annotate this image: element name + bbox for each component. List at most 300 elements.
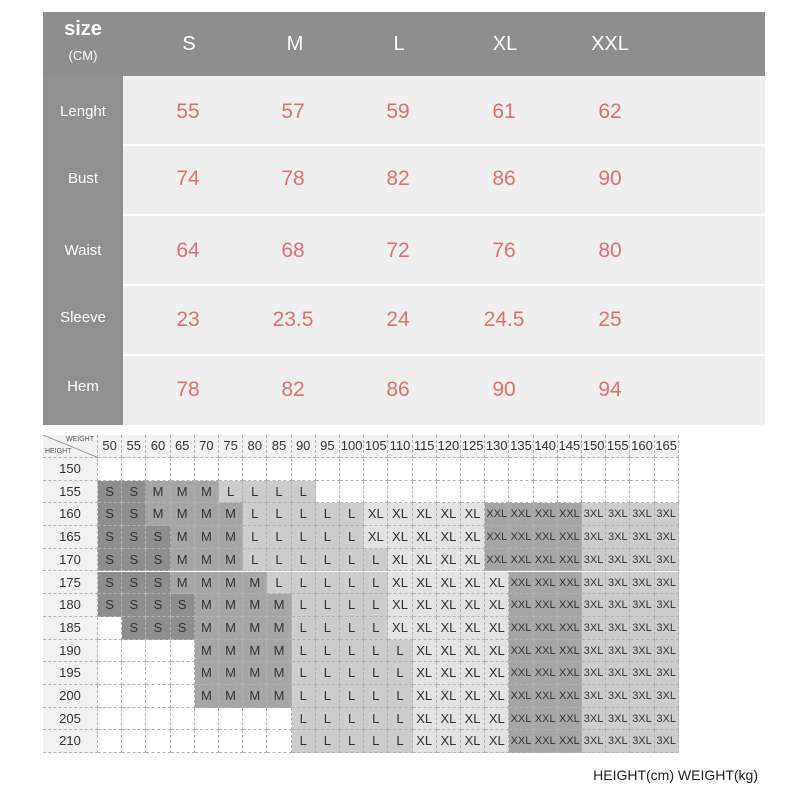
weight-header-cell: 105 <box>364 435 388 458</box>
weight-header-cell: 50 <box>98 435 122 458</box>
height-row-label: 180 <box>43 594 98 617</box>
size-grid-cell: L <box>292 640 316 663</box>
size-grid-cell: L <box>364 685 388 708</box>
size-grid-cell: 3XL <box>630 662 654 685</box>
size-grid-cell: XL <box>485 594 509 617</box>
height-row-label: 155 <box>43 481 98 504</box>
size-grid-cell: XL <box>485 730 509 753</box>
height-row-label: 200 <box>43 685 98 708</box>
measurement-value: 68 <box>281 239 305 262</box>
measurement-value: 59 <box>386 100 410 123</box>
size-grid-cell: L <box>364 549 388 572</box>
weight-header-cell: 75 <box>219 435 243 458</box>
measurement-value: 86 <box>386 378 410 401</box>
size-grid-cell: L <box>316 617 340 640</box>
size-grid-cell: 3XL <box>582 685 606 708</box>
size-grid-cell: M <box>171 503 195 526</box>
size-grid-cell <box>122 662 146 685</box>
size-grid-cell: 3XL <box>606 685 630 708</box>
size-grid-cell: L <box>340 526 364 549</box>
size-grid-cell: XL <box>485 572 509 595</box>
size-grid-cell: S <box>122 549 146 572</box>
size-grid-cell: L <box>267 526 291 549</box>
size-grid-cell: L <box>292 685 316 708</box>
size-grid-cell: L <box>340 662 364 685</box>
size-grid-cell: 3XL <box>630 526 654 549</box>
size-grid-cell: XL <box>388 617 412 640</box>
size-grid-cell <box>437 458 461 481</box>
size-grid-cell: S <box>146 617 170 640</box>
size-grid-cell: XL <box>485 662 509 685</box>
size-grid-cell: L <box>292 503 316 526</box>
size-grid-cell: XXL <box>509 526 533 549</box>
size-grid-cell: 3XL <box>655 730 679 753</box>
size-grid-cell: XXL <box>485 503 509 526</box>
size-grid-cell: XXL <box>558 594 582 617</box>
size-grid-cell: XL <box>461 572 485 595</box>
measurement-value: 72 <box>386 239 410 262</box>
size-grid-cell: XL <box>388 549 412 572</box>
size-grid-cell: M <box>171 572 195 595</box>
size-grid-cell: XL <box>437 526 461 549</box>
size-grid-cell: M <box>195 526 219 549</box>
size-grid-cell: XXL <box>534 526 558 549</box>
size-grid-cell: XL <box>413 730 437 753</box>
size-grid-cell <box>98 617 122 640</box>
size-grid-cell: 3XL <box>582 730 606 753</box>
size-grid-cell: M <box>219 640 243 663</box>
size-grid-cell <box>534 458 558 481</box>
size-grid-cell: L <box>316 662 340 685</box>
size-grid-cell <box>243 730 267 753</box>
size-grid-cell: L <box>292 617 316 640</box>
size-grid-cell: S <box>122 526 146 549</box>
weight-header-cell: 165 <box>655 435 679 458</box>
weight-header-cell: 90 <box>292 435 316 458</box>
size-grid-cell <box>171 640 195 663</box>
size-grid-cell: M <box>267 685 291 708</box>
height-row-label: 170 <box>43 549 98 572</box>
size-grid-cell: 3XL <box>630 594 654 617</box>
height-row-label: 160 <box>43 503 98 526</box>
weight-header-cell: 100 <box>340 435 364 458</box>
size-grid-cell: XL <box>413 685 437 708</box>
size-grid-cell: XXL <box>534 572 558 595</box>
size-grid-cell <box>219 708 243 731</box>
size-grid-cell: L <box>316 730 340 753</box>
size-grid-cell: XL <box>461 640 485 663</box>
size-grid-cell: 3XL <box>630 685 654 708</box>
size-grid-cell <box>485 481 509 504</box>
size-grid-cell <box>364 458 388 481</box>
size-grid-cell <box>509 481 533 504</box>
size-grid-cell: XL <box>413 526 437 549</box>
size-grid-cell: M <box>171 526 195 549</box>
size-grid-cell: XXL <box>558 730 582 753</box>
size-grid-cell: XL <box>413 640 437 663</box>
size-grid-cell: M <box>171 549 195 572</box>
size-grid-cell: XXL <box>558 662 582 685</box>
size-grid-cell: XL <box>437 685 461 708</box>
size-grid-cell: L <box>316 526 340 549</box>
size-grid-cell: 3XL <box>655 549 679 572</box>
size-grid-cell: L <box>292 594 316 617</box>
weight-header-cell: 125 <box>461 435 485 458</box>
size-grid-cell <box>534 481 558 504</box>
row-label-sleeve: Sleeve <box>60 309 106 326</box>
size-grid-cell: XL <box>485 617 509 640</box>
size-grid-cell: XXL <box>534 662 558 685</box>
size-grid-cell: XL <box>485 685 509 708</box>
size-column-l: L <box>393 33 405 55</box>
size-grid-cell: S <box>146 594 170 617</box>
size-grid-cell: XL <box>461 730 485 753</box>
size-grid-cell: 3XL <box>655 572 679 595</box>
size-grid-cell: M <box>195 662 219 685</box>
size-grid-cell <box>606 458 630 481</box>
size-grid-cell: XL <box>413 549 437 572</box>
size-grid-cell: 3XL <box>630 730 654 753</box>
size-grid-cell: L <box>340 594 364 617</box>
size-grid-cell: M <box>243 572 267 595</box>
weight-header-cell: 155 <box>606 435 630 458</box>
weight-header-cell: 85 <box>267 435 291 458</box>
height-row-label: 210 <box>43 730 98 753</box>
size-grid-cell: 3XL <box>606 549 630 572</box>
size-grid-cell: 3XL <box>655 640 679 663</box>
size-grid-cell: XL <box>461 503 485 526</box>
size-grid-cell <box>171 458 195 481</box>
size-grid-cell: S <box>122 481 146 504</box>
size-grid-cell: 3XL <box>606 572 630 595</box>
size-column-xl: XL <box>492 33 518 55</box>
size-grid-cell <box>582 481 606 504</box>
size-grid-cell <box>461 458 485 481</box>
weight-header-cell: 80 <box>243 435 267 458</box>
size-grid-cell: L <box>267 503 291 526</box>
weight-header-cell: 145 <box>558 435 582 458</box>
size-grid-cell: M <box>219 617 243 640</box>
size-grid-cell: S <box>98 572 122 595</box>
size-grid-cell: L <box>364 617 388 640</box>
size-grid-cell: XL <box>461 685 485 708</box>
size-grid-cell: XXL <box>485 549 509 572</box>
size-grid-cell: XL <box>437 708 461 731</box>
size-grid-cell: XXL <box>558 526 582 549</box>
size-grid-cell <box>655 458 679 481</box>
size-grid-cell: M <box>243 617 267 640</box>
weight-header-cell: 130 <box>485 435 509 458</box>
size-grid-cell: XL <box>388 503 412 526</box>
measurement-value: 23.5 <box>272 308 314 331</box>
size-grid-cell: 3XL <box>655 594 679 617</box>
weight-header-cell: 120 <box>437 435 461 458</box>
size-grid-cell: L <box>340 617 364 640</box>
size-grid-cell <box>98 458 122 481</box>
size-grid-cell: M <box>195 572 219 595</box>
size-grid-cell: L <box>292 730 316 753</box>
size-grid-cell: XL <box>364 503 388 526</box>
size-grid-cell: L <box>340 685 364 708</box>
size-grid-cell: L <box>267 549 291 572</box>
size-grid-cell <box>243 708 267 731</box>
size-grid-cell: S <box>146 526 170 549</box>
size-grid-cell: S <box>146 549 170 572</box>
size-grid-cell: L <box>267 572 291 595</box>
size-grid-cell: 3XL <box>630 708 654 731</box>
size-grid-cell: 3XL <box>630 572 654 595</box>
size-grid-cell: L <box>364 640 388 663</box>
size-grid-cell: XXL <box>558 617 582 640</box>
height-row-label: 175 <box>43 572 98 595</box>
size-grid-cell: 3XL <box>630 617 654 640</box>
size-grid-cell: XL <box>364 526 388 549</box>
row-label-length: Lenght <box>60 103 106 120</box>
size-grid-cell: XL <box>388 594 412 617</box>
size-grid-cell: XXL <box>509 503 533 526</box>
weight-header-cell: 65 <box>171 435 195 458</box>
height-row-label: 195 <box>43 662 98 685</box>
size-grid-cell <box>630 481 654 504</box>
size-grid-cell: L <box>340 640 364 663</box>
size-grid-cell: XXL <box>534 730 558 753</box>
size-grid-cell: S <box>122 503 146 526</box>
size-grid-cell: L <box>316 549 340 572</box>
size-column-xxl: XXL <box>591 33 629 55</box>
size-grid-cell: XXL <box>509 594 533 617</box>
size-grid-cell <box>98 685 122 708</box>
size-grid-cell <box>509 458 533 481</box>
measurement-value: 74 <box>176 167 200 190</box>
size-grid-cell: M <box>219 549 243 572</box>
size-grid-cell: S <box>98 594 122 617</box>
size-grid-cell: 3XL <box>606 617 630 640</box>
size-grid-cell: XL <box>413 662 437 685</box>
size-column-s: S <box>182 33 196 55</box>
weight-header-cell: 160 <box>630 435 654 458</box>
size-grid-cell: L <box>388 708 412 731</box>
height-axis-label: HEIGHT <box>45 448 72 455</box>
measurement-value: 82 <box>386 167 410 190</box>
size-grid-cell: 3XL <box>582 503 606 526</box>
size-grid-cell: S <box>98 503 122 526</box>
size-grid-cell <box>171 662 195 685</box>
size-grid-cell <box>582 458 606 481</box>
size-grid-cell: XL <box>461 662 485 685</box>
weight-header-cell: 150 <box>582 435 606 458</box>
size-grid-cell: XXL <box>509 617 533 640</box>
size-grid-cell <box>146 458 170 481</box>
size-grid-cell: L <box>388 662 412 685</box>
size-grid-cell: XL <box>413 594 437 617</box>
size-grid-cell: S <box>122 617 146 640</box>
size-grid-cell <box>122 458 146 481</box>
size-grid-cell <box>195 708 219 731</box>
size-grid-cell <box>316 458 340 481</box>
size-grid-cell: 3XL <box>606 526 630 549</box>
size-grid-cell: XXL <box>485 526 509 549</box>
size-grid-cell: L <box>316 640 340 663</box>
size-grid-cell <box>413 458 437 481</box>
size-grid-cell: L <box>340 503 364 526</box>
size-grid-cell <box>122 730 146 753</box>
size-grid-cell: L <box>243 526 267 549</box>
measurement-value: 90 <box>598 167 622 190</box>
size-grid-cell: L <box>243 549 267 572</box>
size-grid-cell: M <box>195 481 219 504</box>
size-grid-cell <box>146 640 170 663</box>
size-grid-cell: L <box>340 730 364 753</box>
size-grid-cell: M <box>195 640 219 663</box>
height-row-label: 205 <box>43 708 98 731</box>
weight-header-cell: 95 <box>316 435 340 458</box>
size-grid-cell: XXL <box>509 572 533 595</box>
row-divider <box>123 354 765 356</box>
size-grid-cell: M <box>243 594 267 617</box>
size-grid-cell: 3XL <box>606 594 630 617</box>
size-grid-cell: L <box>292 572 316 595</box>
size-grid-cell: S <box>98 481 122 504</box>
size-grid-cell: S <box>98 526 122 549</box>
size-grid-cell: XXL <box>509 685 533 708</box>
size-grid-cell <box>485 458 509 481</box>
size-grid-cell: M <box>219 594 243 617</box>
size-grid-cell <box>316 481 340 504</box>
size-grid-cell: M <box>243 640 267 663</box>
measurement-value: 57 <box>281 100 305 123</box>
size-grid-cell: XXL <box>509 730 533 753</box>
size-grid-cell: M <box>267 594 291 617</box>
size-grid-cell: XL <box>437 549 461 572</box>
size-grid-cell: XL <box>461 708 485 731</box>
size-grid-cell: 3XL <box>630 549 654 572</box>
size-grid-cell: L <box>364 594 388 617</box>
measurement-value: 23 <box>176 308 200 331</box>
measurement-value: 80 <box>598 239 622 262</box>
size-grid-cell: 3XL <box>655 708 679 731</box>
size-grid-cell <box>558 481 582 504</box>
size-grid-cell <box>388 458 412 481</box>
size-grid-cell <box>267 458 291 481</box>
measurement-value: 78 <box>176 378 200 401</box>
size-grid-cell: M <box>267 662 291 685</box>
size-grid-cell: XXL <box>534 549 558 572</box>
size-grid-cell: 3XL <box>655 526 679 549</box>
size-grid-cell <box>122 685 146 708</box>
size-grid-cell: L <box>316 594 340 617</box>
weight-axis-label: WEIGHT <box>66 436 94 443</box>
size-grid-cell: XXL <box>509 549 533 572</box>
size-grid-cell <box>171 730 195 753</box>
size-grid-cell: M <box>195 549 219 572</box>
size-grid-cell: 3XL <box>655 617 679 640</box>
size-grid-cell: XL <box>388 526 412 549</box>
size-grid-cell: XXL <box>558 685 582 708</box>
size-grid-cell: L <box>267 481 291 504</box>
size-grid-cell: XL <box>437 730 461 753</box>
height-row-label: 150 <box>43 458 98 481</box>
size-grid-cell: M <box>146 503 170 526</box>
size-grid-cell: XXL <box>534 708 558 731</box>
size-grid-cell <box>243 458 267 481</box>
weight-header-cell: 60 <box>146 435 170 458</box>
weight-header-cell: 140 <box>534 435 558 458</box>
size-grid-cell: 3XL <box>582 662 606 685</box>
measurement-value: 86 <box>492 167 516 190</box>
size-unit-label: (CM) <box>68 48 98 63</box>
size-grid-cell <box>98 730 122 753</box>
size-grid-cell: 3XL <box>606 708 630 731</box>
measurement-value: 25 <box>598 308 622 331</box>
size-grid-cell <box>122 640 146 663</box>
size-grid-cell: S <box>171 594 195 617</box>
size-grid-cell: XL <box>437 572 461 595</box>
size-grid-cell: M <box>171 481 195 504</box>
size-grid-cell <box>171 708 195 731</box>
size-grid-cell: S <box>146 572 170 595</box>
size-grid-cell: M <box>267 617 291 640</box>
size-grid-cell: XL <box>461 617 485 640</box>
size-grid-cell: L <box>340 549 364 572</box>
measurement-value: 82 <box>281 378 305 401</box>
grid-corner-cell <box>43 435 98 458</box>
size-grid-cell: XXL <box>509 708 533 731</box>
size-grid-cell: M <box>219 526 243 549</box>
row-divider <box>123 284 765 286</box>
size-chart-table <box>43 12 765 425</box>
size-grid-cell: XXL <box>534 594 558 617</box>
size-grid-cell: L <box>292 662 316 685</box>
size-grid-cell <box>146 662 170 685</box>
size-grid-cell: M <box>219 685 243 708</box>
size-grid-cell <box>292 458 316 481</box>
size-grid-cell: XL <box>437 503 461 526</box>
weight-header-cell: 55 <box>122 435 146 458</box>
size-grid-cell: 3XL <box>655 662 679 685</box>
measurement-value: 24 <box>386 308 410 331</box>
height-row-label: 165 <box>43 526 98 549</box>
size-grid-cell: L <box>292 481 316 504</box>
weight-header-cell: 115 <box>413 435 437 458</box>
size-grid-cell <box>195 730 219 753</box>
size-grid-cell: XL <box>461 549 485 572</box>
size-grid-cell: XL <box>437 594 461 617</box>
size-grid-cell: 3XL <box>582 549 606 572</box>
size-grid-cell: S <box>122 594 146 617</box>
size-grid-cell: XXL <box>558 572 582 595</box>
size-grid-cell: L <box>388 640 412 663</box>
size-grid-cell: XL <box>413 503 437 526</box>
measurement-value: 94 <box>598 378 622 401</box>
size-grid-cell: L <box>243 503 267 526</box>
size-grid-cell <box>122 708 146 731</box>
size-grid-cell: L <box>340 708 364 731</box>
row-label-waist: Waist <box>64 242 102 259</box>
size-grid-cell <box>461 481 485 504</box>
size-grid-cell: L <box>292 549 316 572</box>
size-grid-cell <box>146 730 170 753</box>
size-grid-cell: L <box>219 481 243 504</box>
size-grid-cell: 3XL <box>582 640 606 663</box>
row-divider <box>123 144 765 146</box>
size-grid-cell: L <box>316 572 340 595</box>
row-divider <box>123 214 765 216</box>
size-grid-cell <box>413 481 437 504</box>
size-header-label: size <box>64 18 102 40</box>
size-grid-cell: XL <box>437 617 461 640</box>
size-grid-cell: L <box>292 526 316 549</box>
size-grid-cell: L <box>388 730 412 753</box>
